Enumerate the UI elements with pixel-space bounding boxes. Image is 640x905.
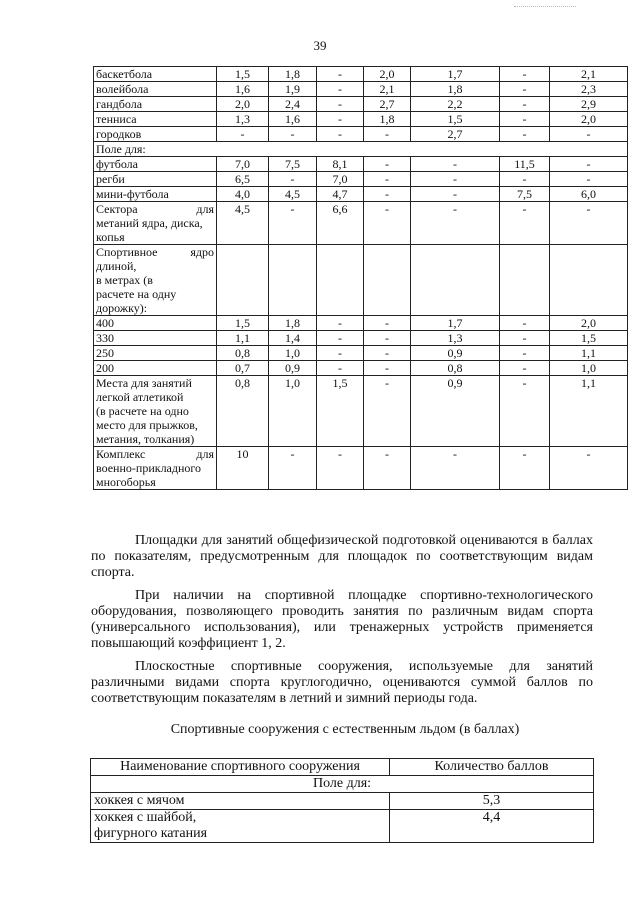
body-text: [91, 533, 593, 714]
score-cell: -: [317, 112, 364, 127]
row-label-line: расчете на одну: [96, 287, 177, 301]
score-cell: -: [364, 172, 411, 187]
score-cell: 2,1: [364, 82, 411, 97]
score-cell: -: [550, 157, 628, 172]
score-cell: -: [500, 346, 550, 361]
empty-cell: [317, 245, 364, 316]
score-cell: 2,3: [550, 82, 628, 97]
score-cell: -: [364, 361, 411, 376]
row-label-line: Спортивное ядро: [96, 245, 214, 259]
row-label-line: Комплекс для: [96, 447, 214, 461]
score-cell: -: [550, 127, 628, 142]
column-header-score: Количество баллов: [390, 759, 594, 776]
row-label: [94, 447, 217, 490]
score-cell: -: [364, 376, 411, 447]
score-cell: 1,4: [269, 331, 317, 346]
facility-name: [91, 793, 390, 810]
score-cell: 2,0: [217, 97, 269, 112]
score-cell: 1,5: [217, 67, 269, 82]
table-row: [94, 187, 628, 202]
score-cell: 0,8: [217, 346, 269, 361]
score-cell: -: [317, 331, 364, 346]
sports-facility-score-table: [93, 66, 628, 490]
score-cell: 1,7: [411, 67, 500, 82]
score-cell: -: [364, 187, 411, 202]
score-cell: -: [500, 361, 550, 376]
score-cell: -: [500, 376, 550, 447]
row-label-line: Сектора для: [96, 202, 214, 216]
score-cell: -: [269, 172, 317, 187]
score-cell: -: [317, 361, 364, 376]
empty-cell: [217, 245, 269, 316]
score-cell: 2,2: [411, 97, 500, 112]
score-cell: -: [317, 97, 364, 112]
table-row: [94, 245, 628, 316]
score-cell: 1,3: [217, 112, 269, 127]
score-cell: 1,5: [317, 376, 364, 447]
score-cell: -: [364, 202, 411, 245]
score-cell: 2,7: [411, 127, 500, 142]
score-cell: 1,5: [411, 112, 500, 127]
empty-cell: [550, 245, 628, 316]
score-cell: 4,7: [317, 187, 364, 202]
score-cell: -: [550, 172, 628, 187]
row-label-line: (в расчете на одно: [96, 404, 189, 418]
score-cell: 6,0: [550, 187, 628, 202]
score-cell: 1,0: [269, 376, 317, 447]
table-row: [94, 67, 628, 82]
row-label-line: дорожку):: [96, 301, 148, 315]
paragraph: При наличии на спортивной площадке спортивно-технологического оборудования, позволяющего проводить занятия по различным видам спорта (универсального использования), или тренажерных устройств применяется повышающий коэффициент 1, 2.: [91, 588, 593, 651]
score-cell: 2,1: [550, 67, 628, 82]
score-cell: -: [411, 157, 500, 172]
paragraph: Плоскостные спортивные сооружения, используемые для занятий различными видами спорта круглогодично, оцениваются суммой баллов по соответствующим показателям в летний и зимний периоды года.: [91, 659, 593, 706]
score-cell: -: [500, 447, 550, 490]
row-label: Поле для:: [94, 142, 628, 157]
score-cell: -: [500, 97, 550, 112]
empty-cell: [269, 245, 317, 316]
score-cell: -: [269, 202, 317, 245]
row-label-line: копья: [96, 230, 125, 244]
facility-score: 4,4: [390, 810, 594, 843]
score-cell: 1,0: [550, 361, 628, 376]
score-cell: -: [317, 447, 364, 490]
score-cell: -: [364, 157, 411, 172]
empty-cell: [364, 245, 411, 316]
score-cell: -: [500, 112, 550, 127]
table-row: [94, 346, 628, 361]
row-label: баскетбола: [94, 67, 217, 82]
score-cell: 2,0: [550, 112, 628, 127]
page-number: 39: [313, 38, 327, 53]
row-label-line: место для прыжков,: [96, 418, 198, 432]
score-cell: 2,7: [364, 97, 411, 112]
score-cell: 1,5: [217, 316, 269, 331]
score-cell: 1,1: [550, 376, 628, 447]
score-cell: -: [317, 346, 364, 361]
score-cell: 11,5: [500, 157, 550, 172]
table-row: [94, 331, 628, 346]
row-label: футбола: [94, 157, 217, 172]
score-cell: -: [500, 67, 550, 82]
facility-name-line: фигурного катания: [94, 826, 208, 841]
score-cell: 0,8: [217, 376, 269, 447]
score-cell: 1,1: [217, 331, 269, 346]
score-cell: 2,0: [550, 316, 628, 331]
table-header-row: [91, 759, 594, 776]
table-row: [94, 112, 628, 127]
score-cell: 7,0: [217, 157, 269, 172]
row-label-line: многоборья: [96, 475, 156, 489]
subheader-cell: Поле для:: [91, 776, 594, 793]
table-row: [94, 447, 628, 490]
score-cell: -: [411, 187, 500, 202]
score-cell: 7,5: [269, 157, 317, 172]
score-cell: 1,6: [217, 82, 269, 97]
table-row: [94, 157, 628, 172]
score-cell: -: [269, 127, 317, 142]
row-label-line: военно-прикладного: [96, 461, 202, 475]
score-cell: -: [317, 67, 364, 82]
row-label-line: длиной,: [96, 259, 137, 273]
score-cell: -: [269, 447, 317, 490]
score-cell: -: [500, 202, 550, 245]
row-label-line: Места для занятий: [96, 376, 192, 390]
paragraph: Площадки для занятий общефизической подготовкой оцениваются в баллах по показателям, предусмотренным для площадок по соответствующим видам спорта.: [91, 533, 593, 580]
facility-name-line: хоккея с шайбой,: [94, 810, 197, 825]
score-cell: 0,9: [411, 376, 500, 447]
score-cell: 1,8: [269, 316, 317, 331]
score-cell: -: [317, 316, 364, 331]
row-label: городков: [94, 127, 217, 142]
score-cell: 2,0: [364, 67, 411, 82]
score-cell: -: [364, 127, 411, 142]
score-cell: -: [364, 331, 411, 346]
score-cell: 7,0: [317, 172, 364, 187]
row-label: 400: [94, 316, 217, 331]
score-cell: 0,7: [217, 361, 269, 376]
row-label: [94, 245, 217, 316]
score-cell: -: [411, 447, 500, 490]
score-cell: 2,9: [550, 97, 628, 112]
score-cell: 1,3: [411, 331, 500, 346]
table-row: [91, 793, 594, 810]
column-header-name: Наименование спортивного сооружения: [91, 759, 390, 776]
score-cell: 7,5: [500, 187, 550, 202]
score-cell: -: [217, 127, 269, 142]
score-cell: 6,5: [217, 172, 269, 187]
score-cell: 1,9: [269, 82, 317, 97]
score-cell: 1,8: [364, 112, 411, 127]
score-cell: 1,0: [269, 346, 317, 361]
ice-section-title: Спортивные сооружения с естественным льдом (в баллах): [170, 722, 520, 737]
row-label: [94, 376, 217, 447]
score-cell: -: [500, 82, 550, 97]
table-row: [94, 82, 628, 97]
row-label-line: легкой атлетикой: [96, 390, 184, 404]
row-label-line: метаний ядра, диска,: [96, 216, 203, 230]
score-cell: 1,6: [269, 112, 317, 127]
row-label: тенниса: [94, 112, 217, 127]
score-cell: -: [500, 316, 550, 331]
row-label: 330: [94, 331, 217, 346]
empty-cell: [500, 245, 550, 316]
table-row: [94, 361, 628, 376]
table-section-row: [94, 142, 628, 157]
score-cell: 4,5: [217, 202, 269, 245]
score-cell: -: [317, 82, 364, 97]
score-cell: -: [364, 447, 411, 490]
score-cell: 0,9: [411, 346, 500, 361]
score-cell: -: [364, 316, 411, 331]
table-row: [91, 810, 594, 843]
score-cell: -: [364, 346, 411, 361]
ice-facility-table: [90, 758, 594, 843]
score-cell: 4,5: [269, 187, 317, 202]
score-cell: 8,1: [317, 157, 364, 172]
score-cell: -: [500, 331, 550, 346]
row-label-line: в метрах (в: [96, 273, 153, 287]
score-cell: 1,7: [411, 316, 500, 331]
table-row: [94, 127, 628, 142]
row-label: мини-футбола: [94, 187, 217, 202]
score-cell: 1,8: [269, 67, 317, 82]
score-cell: 0,9: [269, 361, 317, 376]
score-cell: 6,6: [317, 202, 364, 245]
row-label: [94, 202, 217, 245]
score-cell: 2,4: [269, 97, 317, 112]
score-cell: -: [411, 172, 500, 187]
score-cell: -: [411, 202, 500, 245]
score-cell: -: [500, 172, 550, 187]
table-row: [94, 172, 628, 187]
scan-artifact: [514, 6, 576, 8]
row-label: 250: [94, 346, 217, 361]
score-cell: 10: [217, 447, 269, 490]
score-cell: -: [550, 447, 628, 490]
facility-name: [91, 810, 390, 843]
score-cell: 0,8: [411, 361, 500, 376]
score-cell: -: [550, 202, 628, 245]
table-row: [94, 376, 628, 447]
table-row: [94, 97, 628, 112]
row-label: волейбола: [94, 82, 217, 97]
row-label-line: метания, толкания): [96, 432, 195, 446]
table-row: [94, 202, 628, 245]
score-cell: 4,0: [217, 187, 269, 202]
score-cell: 1,1: [550, 346, 628, 361]
row-label: 200: [94, 361, 217, 376]
table-row: [94, 316, 628, 331]
facility-name-line: хоккея с мячом: [94, 793, 185, 808]
table-subheader-row: [91, 776, 594, 793]
empty-cell: [411, 245, 500, 316]
score-cell: 1,5: [550, 331, 628, 346]
score-cell: -: [500, 127, 550, 142]
score-cell: -: [317, 127, 364, 142]
score-cell: 1,8: [411, 82, 500, 97]
facility-score: 5,3: [390, 793, 594, 810]
row-label: гандбола: [94, 97, 217, 112]
row-label: регби: [94, 172, 217, 187]
